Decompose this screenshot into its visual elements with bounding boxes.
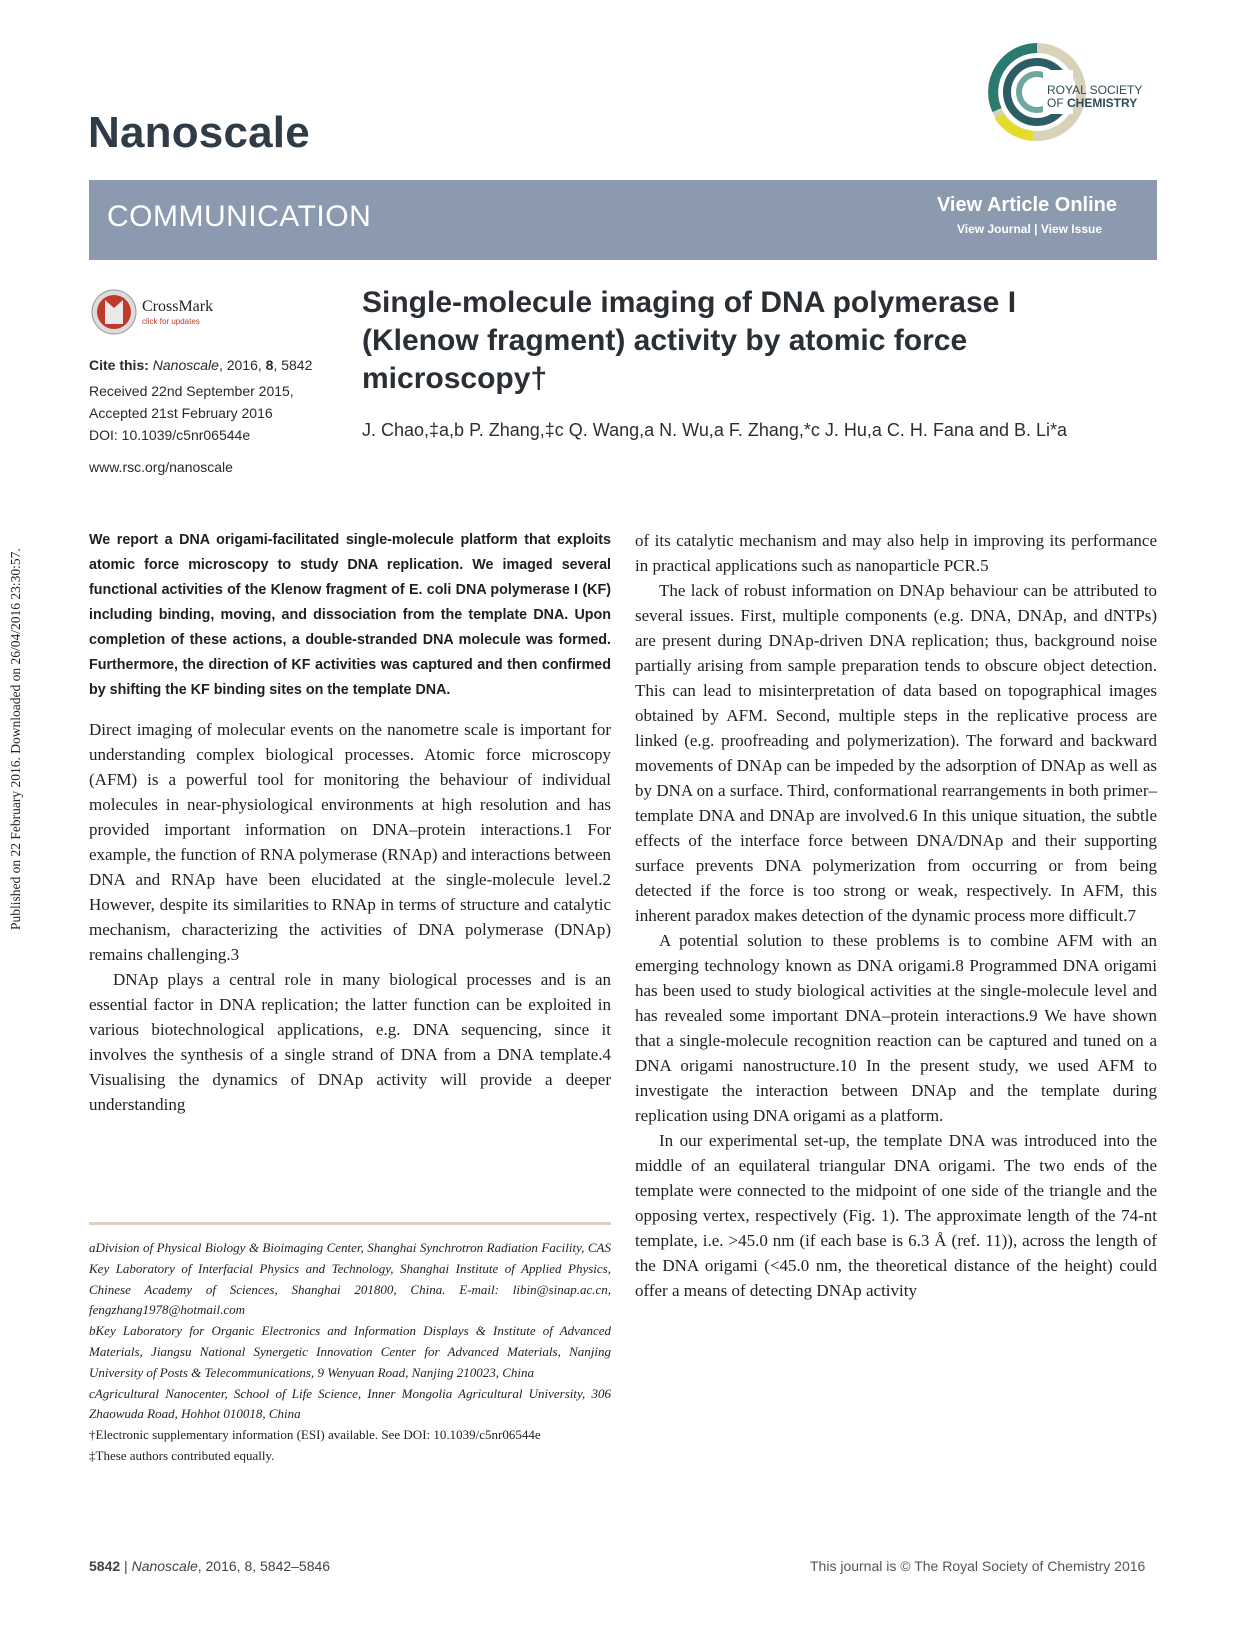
crossmark-icon [90, 288, 138, 336]
rsc-logo [985, 40, 1145, 150]
rsc-logo-text: ROYAL SOCIETY OF CHEMISTRY [1047, 83, 1143, 110]
article-type: COMMUNICATION [107, 200, 372, 233]
right-column [635, 528, 1157, 1303]
view-article-online-link[interactable]: View Article Online [936, 194, 1117, 216]
received-date: Received 22nd September 2015, [89, 383, 294, 399]
footnotes [89, 1238, 611, 1467]
footer-citation: 5842 | Nanoscale, 2016, 8, 5842–5846 [89, 1558, 331, 1574]
view-journal-link[interactable]: View Journal [956, 222, 1031, 236]
esi-note: †Electronic supplementary information (ESI) available. See DOI: 10.1039/c5nr06544e [89, 1427, 541, 1443]
cite-this: Cite this: Nanoscale, 2016, 8, 5842 [89, 357, 313, 373]
affiliation-c: cAgricultural Nanocenter, School of Life Science, Inner Mongolia Agricultural University, 306 Zhaowuda Road, Hohhot 010018, China [89, 1385, 611, 1422]
download-stamp-text: Published on 22 February 2016. Downloaded on 26/04/2016 23:30:57. [8, 548, 23, 930]
accepted-date: Accepted 21st February 2016 [89, 405, 273, 421]
crossmark-sub: click for updates [142, 317, 200, 326]
page-number: 5842 [89, 1558, 121, 1574]
doi[interactable]: DOI: 10.1039/c5nr06544e [89, 427, 251, 443]
footnote-divider [89, 1222, 611, 1225]
body-paragraph: DNAp plays a central role in many biological processes and is an essential factor in DNA replication; the latter function can be exploited in various biotechnological applications, e.g. DNA sequencing, since it involves the synthesis of a single strand of DNA from a DNA template.4 Visualising the dynamics of DNAp activity will provide a deeper understanding [89, 970, 611, 1114]
abstract: We report a DNA origami-facilitated single-molecule platform that exploits atomic force microscopy to study DNA replication. We imaged several functional activities of the Klenow fragment of E. coli DNA polymerase I (KF) including binding, moving, and dissociation from the template DNA. Upon completion of these actions, a double-stranded DNA molecule was formed. Furthermore, the direction of KF activities was captured and then confirmed by shifting the KF binding sites on the template DNA. [89, 532, 611, 698]
affiliation-b: bKey Laboratory for Organic Electronics and Information Displays & Institute of Advanced Materials, Jiangsu National Synergetic Innovation Center for Advanced Materials, Nanjing University of Posts & Telecommunications, 9 Wenyuan Road, Nanjing 210023, China [89, 1323, 611, 1380]
article-title: Single-molecule imaging of DNA polymerase I (Klenow fragment) activity by atomic force microscopy† [362, 286, 1017, 395]
body-paragraph: Direct imaging of molecular events on the nanometre scale is important for understanding complex biological processes. Atomic force microscopy (AFM) is a powerful tool for monitoring the behaviour of individual molecules in near-physiological environments at high resolution and has provided important information on DNA–protein interactions.1 For example, the function of RNA polymerase (RNAp) and interactions between DNA and RNAp have been elucidated at the single-molecule level.2 However, despite its similarities to RNAp in terms of structure and catalytic mechanism, characterizing the activities of DNA polymerase (DNAp) remains challenging.3 [89, 720, 611, 964]
crossmark-label: CrossMark [142, 298, 214, 315]
crossmark-badge[interactable] [90, 288, 230, 338]
footer-copyright: This journal is © The Royal Society of Chemistry 2016 [810, 1558, 1146, 1574]
left-column [89, 528, 611, 1117]
banner-links: View Journal | View Issue [956, 222, 1102, 236]
journal-name: Nanoscale [88, 108, 310, 157]
journal-url[interactable]: www.rsc.org/nanoscale [89, 459, 233, 475]
article-type-banner [89, 180, 1157, 260]
article-meta [89, 354, 359, 478]
equal-contribution-note: ‡These authors contributed equally. [89, 1447, 275, 1463]
affiliation-a: aDivision of Physical Biology & Bioimaging Center, Shanghai Synchrotron Radiation Facility, CAS Key Laboratory of Interfacial Physics and Technology, Shanghai Institute of Applied Physics, Chinese Academy of Sciences, Shanghai 201800, China. E-mail: libin@sinap.ac.cn, fengzhang1978@hotmail.com [89, 1240, 611, 1318]
body-paragraph: In our experimental set-up, the template DNA was introduced into the middle of an equilateral triangular DNA origami. The two ends of the template were connected to the midpoint of one side of the triangle and the opposing vertex, respectively (Fig. 1). The approximate length of the 74-nt template, i.e. >45.0 nm (if each base is 6.3 Å (ref. 11)), across the length of the DNA origami (<45.0 nm, the theoretical distance of the height) could offer a means of detecting DNAp activity [635, 1131, 1157, 1300]
author-list: J. Chao,‡a,b P. Zhang,‡c Q. Wang,a N. Wu,a F. Zhang,*c J. Hu,a C. H. Fana and B. Li*a [362, 420, 1068, 440]
body-paragraph: of its catalytic mechanism and may also help in improving its performance in practical applications such as nanoparticle PCR.5 [635, 531, 1157, 575]
body-paragraph: The lack of robust information on DNAp behaviour can be attributed to several issues. First, multiple components (e.g. DNA, DNAp, and dNTPs) are present during DNAp-driven DNA replication; thus, background noise partially arising from sample preparation tends to obscure object detection. This can lead to misinterpretation of data based on topographical images obtained by AFM. Second, multiple steps in the replicative process are linked (e.g. proofreading and polymerization). The forward and backward movements of DNAp can be impeded by the adsorption of DNAp as well as by DNA on a surface. Third, conformational rearrangements in both primer–template DNA and DNAp are involved.6 In this unique situation, the subtle effects of the interface force between DNA/DNAp and their supporting surface prevents DNA polymerization from occurring or from being detected if the force is too strong or weak, respectively. In AFM, this inherent paradox makes detection of the dynamic process more difficult.7 [635, 581, 1157, 925]
view-issue-link[interactable]: View Issue [1040, 222, 1102, 236]
body-paragraph: A potential solution to these problems is to combine AFM with an emerging technology known as DNA origami.8 Programmed DNA origami has been used to study biological activities at the single-molecule level and has revealed some important DNA–protein interactions.9 We have shown that a single-molecule recognition reaction can be captured and tuned on a DNA origami nanostructure.10 In the present study, we used AFM to investigate the interaction between DNAp and the template during replication using DNA origami as a platform. [635, 931, 1157, 1125]
